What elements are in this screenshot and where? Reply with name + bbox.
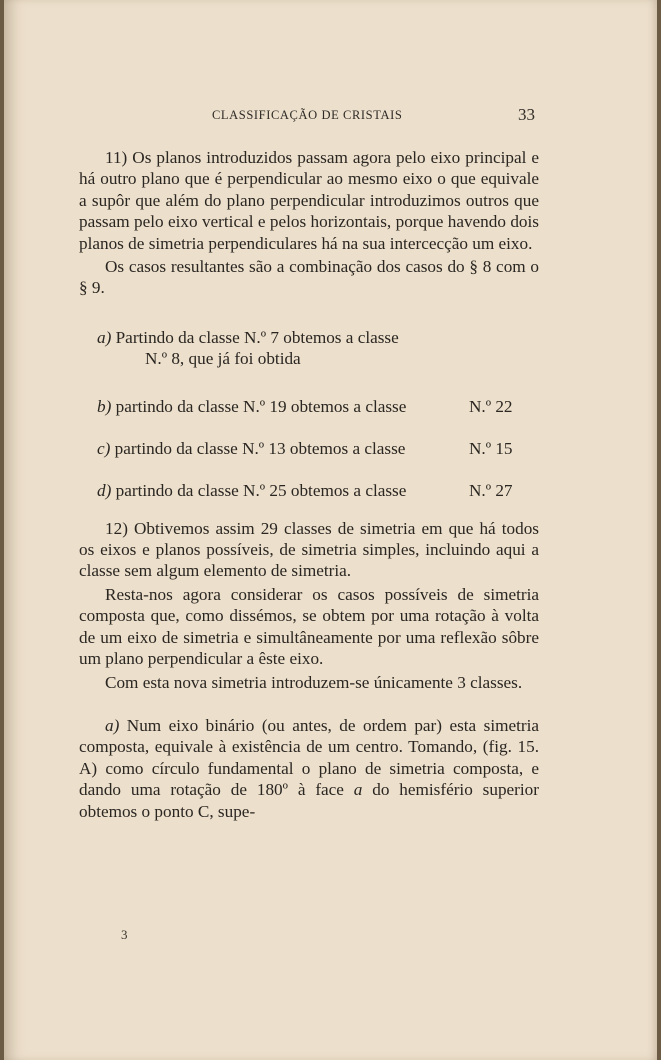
case-d: [79, 480, 539, 502]
case-b: [79, 396, 539, 418]
body-text: [79, 147, 539, 822]
case-d-text: partindo da classe N.º 25 obtemos a classe: [115, 480, 407, 500]
final-a-face: a: [353, 780, 363, 800]
paragraph-11: 11) Os planos introduzidos passam agora pelo eixo principal e há outro plano que é perpendicular ao mesmo eixo o que equivale a supôr que além do plano perpendicular introduzimos outros que passam pelo eixo vertical e pelos horizontais, porque havendo dois planos de simetria perpendiculares há na sua intercecção um eixo.: [79, 148, 539, 253]
page-number: 33: [518, 105, 535, 124]
case-a-line1: Partindo da classe N.º 7 obtemos a classe: [115, 327, 399, 347]
case-a: [79, 327, 539, 370]
case-b-text: partindo da classe N.º 19 obtemos a classe: [115, 396, 407, 416]
case-b-label: b): [97, 396, 112, 416]
case-d-result: N.º 27: [469, 480, 513, 500]
final-a-label: a): [105, 715, 120, 735]
case-b-result: N.º 22: [469, 396, 513, 416]
case-a-label: a): [97, 327, 112, 347]
case-c-text: partindo da classe N.º 13 obtemos a classe: [114, 438, 406, 458]
signature-mark: 3: [121, 927, 128, 942]
paragraph-12-composite: Resta-nos agora considerar os casos possíveis de simetria composta que, como dissémos, se obtem por uma rotação à volta de um eixo de simetria e simultâneamente por uma reflexão sôbre um plano perpendicular a êste eixo.: [79, 584, 539, 669]
case-c: [79, 438, 539, 460]
paragraph-final-a: [79, 715, 539, 822]
final-a-text1: Num eixo binário (ou antes, de ordem par) esta simetria composta, equivale à existência de um centro. Tomando, (fig. 15. A) como círculo fundamental o plano de simetria composta, e dando uma rotação de 180º à face: [79, 715, 540, 800]
case-c-result: N.º 15: [469, 438, 513, 458]
final-a-text2: do hemisfério superior obtemos o ponto C, supe-: [79, 780, 539, 821]
running-title: CLASSIFICAÇÃO DE CRISTAIS: [212, 108, 403, 122]
paragraph-11-cases-intro: Os casos resultantes são a combinação dos casos do § 8 com o § 9.: [79, 257, 539, 298]
page-header: [4, 105, 657, 128]
case-c-label: c): [97, 438, 111, 458]
paragraph-12-classes: Com esta nova simetria introduzem-se únicamente 3 classes.: [105, 672, 523, 692]
case-d-label: d): [97, 480, 112, 500]
case-a-line2: N.º 8, que já foi obtida: [145, 349, 301, 369]
book-page: [4, 0, 657, 1060]
paragraph-12: 12) Obtivemos assim 29 classes de simetria em que há todos os eixos e planos possíveis, de simetria simples, incluindo aqui a classe sem algum elemento de simetria.: [79, 518, 539, 581]
